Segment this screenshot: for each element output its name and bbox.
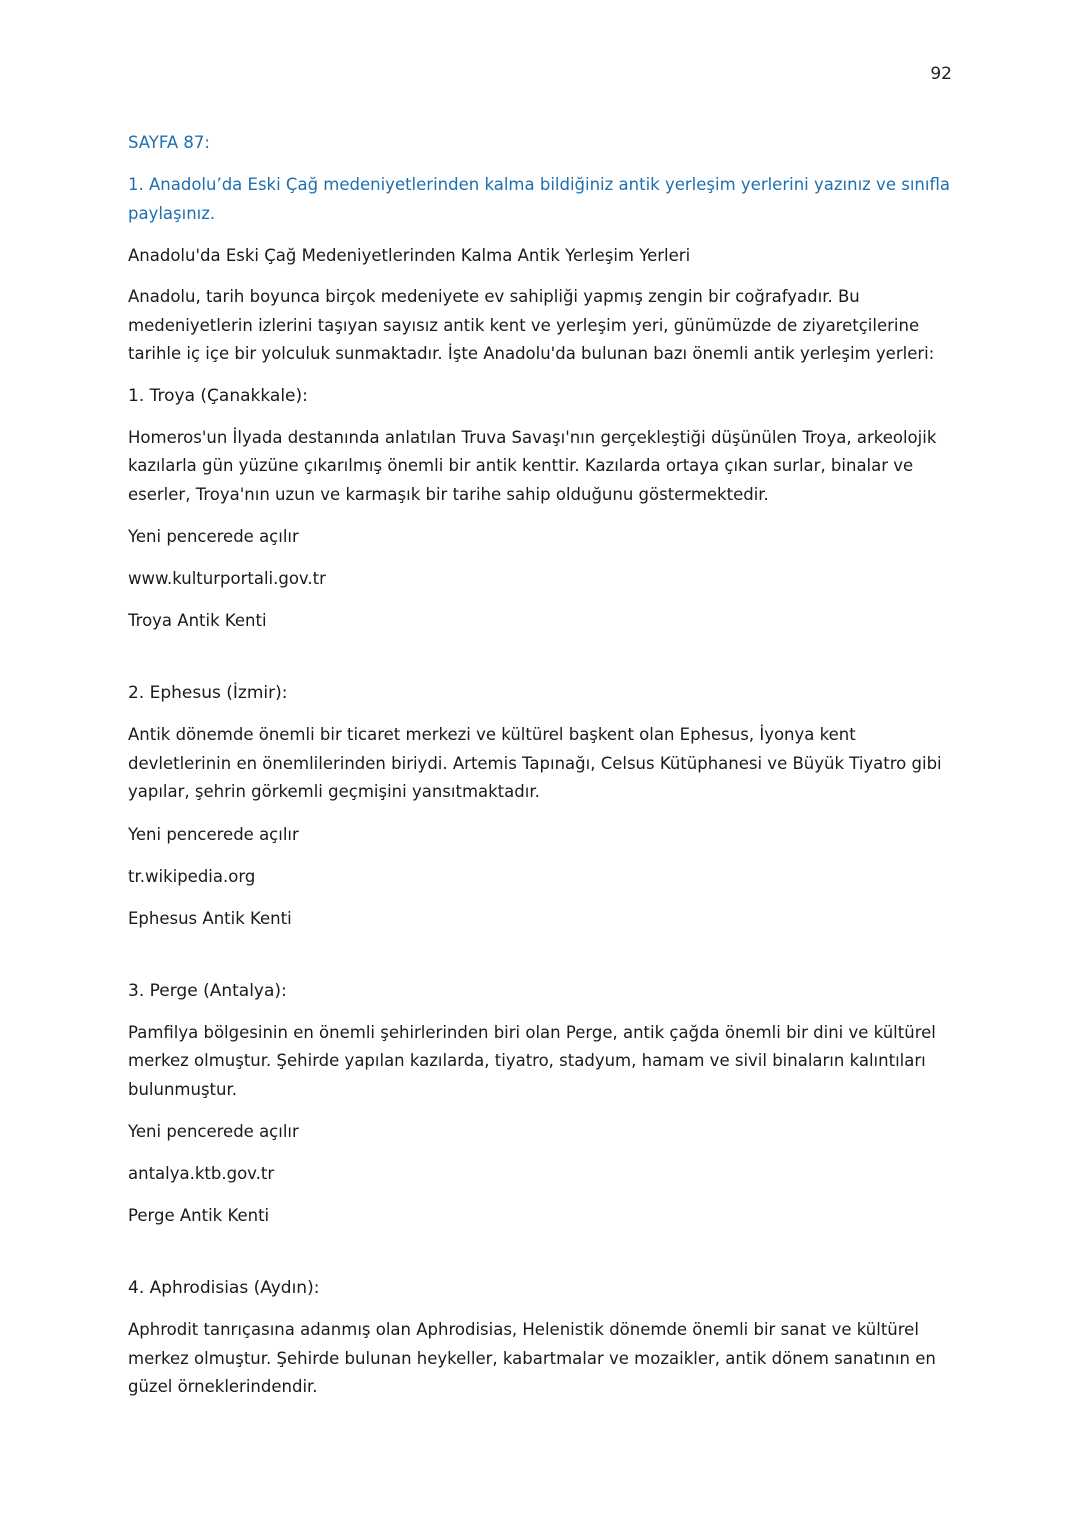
section-body: Homeros'un İlyada destanında anlatılan Truva Savaşı'nın gerçekleştiği düşünülen Troya, arkeolojik kazılarla gün yüzüne çıkarılmış önemli bir antik kenttir. Kazılarda ortaya çıkan surlar, binalar ve eserler, Troya'nın uzun ve karmaşık bir tarihe sahip olduğunu göstermektedir. <box>128 427 937 504</box>
section-ephesus <box>128 679 958 933</box>
link-note: Yeni pencerede açılır <box>128 824 299 844</box>
section-body: Antik dönemde önemli bir ticaret merkezi ve kültürel başkent olan Ephesus, İyonya kent devletlerinin en önemlilerinden biriydi. Artemis Tapınağı, Celsus Kütüphanesi ve Büyük Tiyatro gibi yapılar, şehrin görkemli geçmişini yansıtmaktadır. <box>128 725 942 801</box>
page-heading: SAYFA 87: <box>128 133 210 152</box>
section-perge <box>128 977 958 1231</box>
link-note: Yeni pencerede açılır <box>128 1122 299 1141</box>
link-site[interactable]: www.kulturportali.gov.tr <box>128 569 326 588</box>
section-title: 4. Aphrodisias (Aydın): <box>128 1278 320 1298</box>
section-aphrodisias <box>128 1274 958 1402</box>
section-body: Aphrodit tanrıçasına adanmış olan Aphrodisias, Helenistik dönemde önemli bir sanat ve kültürel merkez olmuştur. Şehirde bulunan heykeller, kabartmalar ve mozaikler, antik dönem sanatının en güzel örneklerindendir. <box>128 1320 936 1396</box>
link-title[interactable]: Troya Antik Kenti <box>128 611 267 630</box>
question-text: 1. Anadolu’da Eski Çağ medeniyetlerinden kalma bildiğiniz antik yerleşim yerlerini yazınız ve sınıfla paylaşınız. <box>128 175 950 223</box>
link-site[interactable]: antalya.ktb.gov.tr <box>128 1164 275 1183</box>
document-subtitle: Anadolu'da Eski Çağ Medeniyetlerinden Kalma Antik Yerleşim Yerleri <box>128 246 691 265</box>
section-troya <box>128 382 958 636</box>
link-note: Yeni pencerede açılır <box>128 527 299 546</box>
page-number: 92 <box>930 64 952 84</box>
intro-paragraph: Anadolu, tarih boyunca birçok medeniyete ev sahipliği yapmış zengin bir coğrafyadır. Bu medeniyetlerin izlerini taşıyan sayısız antik kent ve yerleşim yeri, günümüzde de ziyaretçilerine tarihle iç içe bir yolculuk sunmaktadır. İşte Anadolu'da bulunan bazı önemli antik yerleşim yerleri: <box>128 287 935 363</box>
link-title[interactable]: Perge Antik Kenti <box>128 1206 270 1225</box>
section-title: 2. Ephesus (İzmir): <box>128 683 288 703</box>
link-site[interactable]: tr.wikipedia.org <box>128 866 256 886</box>
section-title: 3. Perge (Antalya): <box>128 980 287 1001</box>
section-body: Pamfilya bölgesinin en önemli şehirlerinden biri olan Perge, antik çağda önemli bir dini ve kültürel merkez olmuştur. Şehirde yapılan kazılarda, tiyatro, stadyum, hamam ve sivil binaların kalıntıları bulunmuştur. <box>128 1022 936 1099</box>
page-content <box>128 128 958 1402</box>
link-title[interactable]: Ephesus Antik Kenti <box>128 908 292 928</box>
section-title: 1. Troya (Çanakkale): <box>128 385 308 406</box>
